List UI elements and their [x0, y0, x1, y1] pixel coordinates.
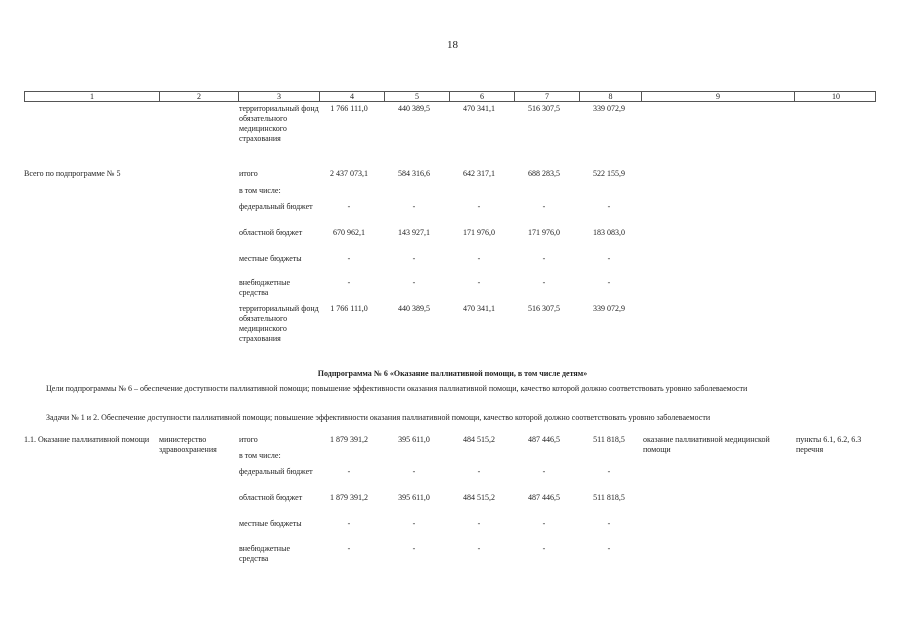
goals-paragraph: Цели подпрограммы № 6 – обеспечение доступности паллиативной помощи; повышение эффективности оказания паллиативной помощи, качество которой должно соответствовать уровню заболеваемости: [46, 384, 748, 393]
source-label: итого: [239, 169, 258, 178]
value-cell: -: [607, 278, 611, 287]
header-col-4: 4: [320, 92, 385, 101]
value-cell: -: [412, 254, 416, 263]
value-cell: 171 976,0: [463, 228, 495, 237]
source-label: федеральный бюджет: [239, 467, 313, 476]
value-cell: 470 341,1: [463, 304, 495, 313]
value-cell: -: [542, 254, 546, 263]
value-cell: -: [607, 254, 611, 263]
source-label: областной бюджет: [239, 228, 303, 237]
value-cell: 2 437 073,1: [330, 169, 368, 178]
header-col-7: 7: [515, 92, 580, 101]
value-cell: -: [347, 544, 351, 553]
source-label: федеральный бюджет: [239, 202, 313, 211]
value-cell: -: [347, 467, 351, 476]
header-col-3: 3: [239, 92, 320, 101]
source-label: местные бюджеты: [239, 254, 302, 263]
value-cell: -: [347, 278, 351, 287]
value-cell: -: [607, 519, 611, 528]
source-label: в том числе:: [239, 186, 281, 195]
value-cell: -: [477, 467, 481, 476]
value-cell: 584 316,6: [398, 169, 430, 178]
activity-result: оказание паллиативной медицинской помощи: [643, 435, 770, 454]
header-col-5: 5: [385, 92, 450, 101]
value-cell: 688 283,5: [528, 169, 560, 178]
value-cell: -: [477, 519, 481, 528]
value-cell: -: [477, 254, 481, 263]
value-cell: 484 515,2: [463, 493, 495, 502]
source-label: внебюджетные средства: [239, 278, 290, 297]
value-cell: -: [607, 467, 611, 476]
value-cell: -: [347, 519, 351, 528]
value-cell: -: [542, 278, 546, 287]
value-cell: -: [347, 202, 351, 211]
value-cell: 484 515,2: [463, 435, 495, 444]
header-col-9: 9: [642, 92, 795, 101]
source-label: итого: [239, 435, 258, 444]
value-cell: -: [607, 202, 611, 211]
activity-executor: министерство здравоохранения: [159, 435, 217, 454]
value-cell: 511 818,5: [593, 435, 625, 444]
value-cell: 183 083,0: [593, 228, 625, 237]
tasks-paragraph: Задачи № 1 и 2. Обеспечение доступности паллиативной помощи; повышение эффективности оказания паллиативной помощи, качество которой должно соответствовать уровню заболеваемости: [46, 413, 711, 422]
value-cell: 670 962,1: [333, 228, 365, 237]
value-cell: 487 446,5: [528, 493, 560, 502]
value-cell: -: [542, 519, 546, 528]
value-cell: -: [412, 467, 416, 476]
value-cell: -: [477, 544, 481, 553]
header-col-1: 1: [25, 92, 160, 101]
value-cell: -: [477, 278, 481, 287]
source-label: областной бюджет: [239, 493, 303, 502]
value-cell: 1 766 111,0: [330, 104, 368, 113]
value-cell: 339 072,9: [593, 304, 625, 313]
value-cell: 143 927,1: [398, 228, 430, 237]
header-col-10: 10: [832, 92, 840, 101]
page-number: 18: [447, 39, 458, 51]
value-cell: 395 611,0: [398, 435, 430, 444]
value-cell: -: [542, 202, 546, 211]
source-label: в том числе:: [239, 451, 281, 460]
source-label: внебюджетные средства: [239, 544, 290, 563]
value-cell: 487 446,5: [528, 435, 560, 444]
value-cell: 642 317,1: [463, 169, 495, 178]
value-cell: 1 766 111,0: [330, 304, 368, 313]
value-cell: 522 155,9: [593, 169, 625, 178]
table-header-row: [24, 91, 876, 102]
value-cell: -: [607, 544, 611, 553]
value-cell: 440 389,5: [398, 104, 430, 113]
value-cell: 1 879 391,2: [330, 493, 368, 502]
header-col-6: 6: [450, 92, 515, 101]
value-cell: 516 307,5: [528, 304, 560, 313]
value-cell: 470 341,1: [463, 104, 495, 113]
value-cell: 440 389,5: [398, 304, 430, 313]
value-cell: -: [412, 202, 416, 211]
source-label: территориальный фонд обязательного медицинского страхования: [239, 104, 319, 143]
source-label: местные бюджеты: [239, 519, 302, 528]
value-cell: 511 818,5: [593, 493, 625, 502]
value-cell: 171 976,0: [528, 228, 560, 237]
value-cell: 516 307,5: [528, 104, 560, 113]
value-cell: 339 072,9: [593, 104, 625, 113]
activity-name: 1.1. Оказание паллиативной помощи: [24, 435, 150, 444]
header-col-8: 8: [580, 92, 642, 101]
value-cell: -: [477, 202, 481, 211]
activity-link: пункты 6.1, 6.2, 6.3 перечня: [796, 435, 862, 454]
value-cell: -: [542, 467, 546, 476]
value-cell: -: [412, 278, 416, 287]
value-cell: -: [412, 519, 416, 528]
value-cell: 395 611,0: [398, 493, 430, 502]
subprogram-title: Подпрограмма № 6 «Оказание паллиативной помощи, в том числе детям»: [317, 369, 588, 378]
header-col-2: 2: [160, 92, 239, 101]
value-cell: -: [542, 544, 546, 553]
source-label: территориальный фонд обязательного медицинского страхования: [239, 304, 319, 343]
value-cell: -: [412, 544, 416, 553]
subprogram-total-label: Всего по подпрограмме № 5: [24, 169, 121, 178]
value-cell: 1 879 391,2: [330, 435, 368, 444]
value-cell: -: [347, 254, 351, 263]
